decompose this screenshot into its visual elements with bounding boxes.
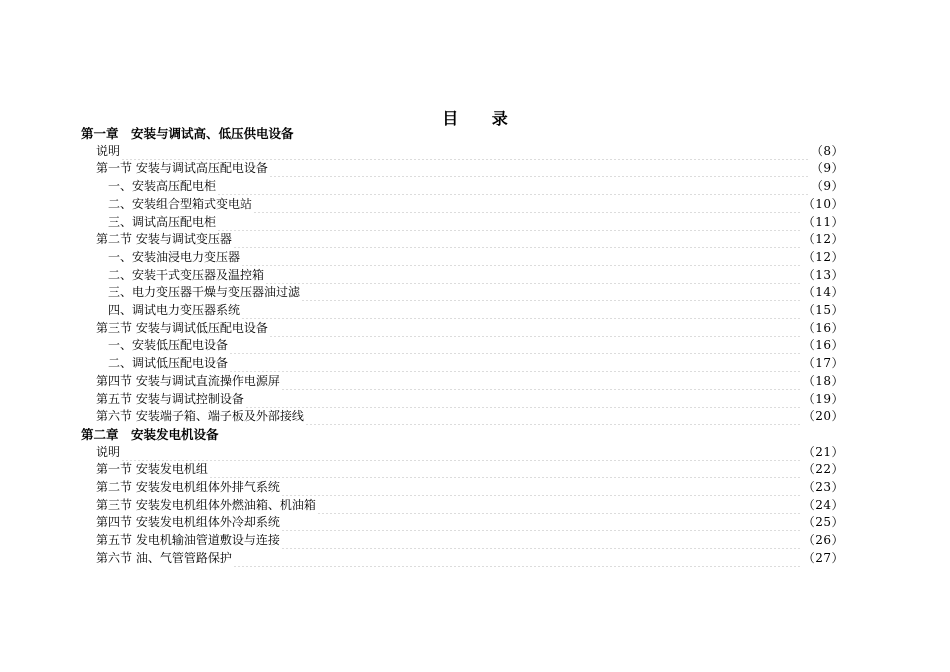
toc-entry	[96, 514, 844, 531]
toc-entry-label: 二、调试低压配电设备	[108, 356, 229, 371]
toc-entry-label: 第六节 安装端子箱、端子板及外部接线	[96, 409, 304, 424]
toc-page-number: （9）	[810, 179, 844, 194]
toc-entry-label: 第二节 安装与调试变压器	[96, 232, 232, 247]
toc-entry	[108, 337, 844, 354]
toc-entry-label: 二、安装干式变压器及温控箱	[108, 267, 265, 282]
toc-entry	[96, 497, 844, 514]
toc-leader-dots	[241, 302, 802, 319]
toc-leader-dots	[241, 249, 802, 266]
toc-entry-label: 第五节 发电机输油管道敷设与连接	[96, 533, 280, 548]
toc-entry-label: 第二节 安装发电机组体外排气系统	[96, 480, 280, 494]
toc-leader-dots	[217, 178, 810, 195]
toc-chapter-heading	[81, 426, 219, 443]
toc-entry	[96, 391, 844, 408]
toc-entry-label: 说明	[96, 143, 121, 158]
toc-leader-dots	[269, 160, 810, 177]
toc-entry	[108, 196, 844, 213]
toc-page-number: （27）	[802, 550, 844, 565]
toc-page-number: （11）	[802, 214, 844, 229]
toc-page-number: （14）	[802, 285, 844, 300]
toc-page-number: （19）	[802, 391, 844, 406]
toc-chapter-heading	[81, 125, 294, 142]
toc-entry	[96, 461, 844, 478]
toc-leader-dots	[229, 355, 802, 372]
toc-entry	[96, 373, 844, 390]
toc-page-number: （16）	[802, 338, 844, 353]
toc-page-number: （12）	[802, 249, 844, 264]
toc-entry	[108, 267, 844, 284]
toc-entry	[108, 178, 844, 195]
toc-entry	[96, 408, 844, 425]
toc-entry	[108, 302, 844, 319]
toc-page-number: （9）	[810, 161, 844, 176]
toc-leader-dots	[121, 444, 802, 461]
toc-leader-dots	[245, 391, 802, 408]
toc-page-number: （13）	[802, 267, 844, 282]
toc-entry	[96, 231, 844, 248]
toc-page-number: （12）	[802, 232, 844, 247]
toc-entry	[108, 355, 844, 372]
toc-entry-label: 第四节 安装发电机组体外冷却系统	[96, 515, 280, 530]
toc-leader-dots	[269, 320, 802, 337]
toc-entry	[108, 214, 844, 231]
toc-page-number: （24）	[802, 497, 844, 512]
toc-entry-label: 第一节 安装与调试高压配电设备	[96, 161, 268, 176]
toc-page-number: （22）	[802, 462, 844, 477]
toc-page-number: （23）	[802, 480, 844, 494]
toc-page-number: （15）	[802, 303, 844, 317]
toc-page-number: （8）	[810, 143, 844, 158]
toc-entry	[96, 143, 844, 160]
toc-entry	[96, 550, 844, 567]
toc-entry-label: 四、调试电力变压器系统	[108, 303, 241, 317]
toc-entry-label: 第五节 安装与调试控制设备	[96, 391, 244, 406]
toc-leader-dots	[317, 497, 802, 514]
toc-entry	[108, 249, 844, 266]
toc-leader-dots	[217, 214, 802, 231]
toc-entry-label: 一、安装油浸电力变压器	[108, 249, 241, 264]
toc-entry-label: 三、调试高压配电柜	[108, 214, 217, 229]
toc-leader-dots	[281, 373, 802, 390]
toc-leader-dots	[265, 267, 802, 284]
toc-entry-label: 一、安装低压配电设备	[108, 338, 229, 353]
toc-leader-dots	[121, 143, 810, 160]
toc-page-number: （18）	[802, 373, 844, 388]
toc-title: 目 录	[442, 109, 522, 128]
toc-entry-label: 第六节 油、气管管路保护	[96, 550, 232, 565]
toc-page-number: （16）	[802, 320, 844, 335]
toc-entry-label: 一、安装高压配电柜	[108, 179, 217, 194]
toc-leader-dots	[253, 196, 802, 213]
toc-leader-dots	[233, 550, 802, 567]
toc-entry-label: 二、安装组合型箱式变电站	[108, 196, 253, 211]
toc-leader-dots	[281, 479, 802, 496]
toc-entry	[96, 444, 844, 461]
toc-entry	[96, 160, 844, 177]
toc-entry-label: 第四节 安装与调试直流操作电源屏	[96, 373, 280, 388]
toc-page-number: （10）	[802, 196, 844, 211]
toc-leader-dots	[233, 231, 802, 248]
toc-entry	[96, 532, 844, 549]
toc-entry-label: 第一节 安装发电机组	[96, 462, 208, 477]
toc-leader-dots	[301, 284, 802, 301]
toc-leader-dots	[281, 514, 802, 531]
toc-entry-label: 第三节 安装发电机组体外燃油箱、机油箱	[96, 497, 316, 512]
toc-page-number: （21）	[802, 444, 844, 459]
toc-leader-dots	[281, 532, 802, 549]
toc-entry	[96, 479, 844, 496]
toc-entry-label: 三、电力变压器干燥与变压器油过滤	[108, 285, 301, 300]
toc-entry-label: 第三节 安装与调试低压配电设备	[96, 320, 268, 335]
toc-page-number: （26）	[802, 533, 844, 548]
toc-entry	[108, 284, 844, 301]
toc-page-number: （20）	[802, 409, 844, 424]
toc-entry	[96, 320, 844, 337]
toc-page-number: （17）	[802, 356, 844, 371]
toc-leader-dots	[209, 461, 802, 478]
toc-entry-label: 第二章 安装发电机设备	[81, 426, 219, 442]
toc-leader-dots	[229, 337, 802, 354]
toc-page-number: （25）	[802, 515, 844, 530]
toc-entry-label: 第一章 安装与调试高、低压供电设备	[81, 126, 294, 141]
toc-leader-dots	[305, 408, 802, 425]
toc-entry-label: 说明	[96, 444, 121, 459]
